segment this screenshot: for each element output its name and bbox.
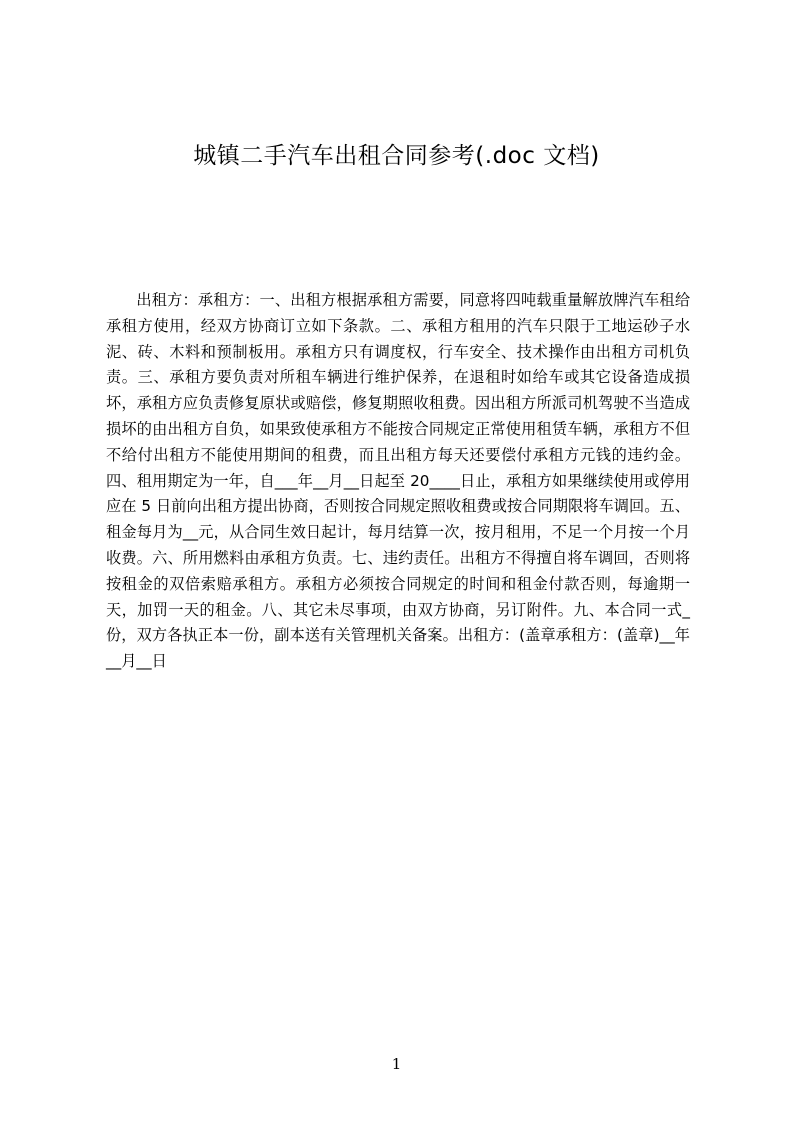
page-number: 1 bbox=[391, 1055, 402, 1073]
document-title: 城镇二手汽车出租合同参考(.doc 文档) bbox=[193, 143, 600, 169]
contract-body-text: 出租方：承租方：一、出租方根据承租方需要，同意将四吨载重量解放牌汽车租给承租方使用，经双方协商订立如下条款。二、承租方租用的汽车只限于工地运砂子水泥、砖、木料和预制板用。承租方只有调度权，行车安全、技术操作由出租方司机负责。三、承租方要负责对所租车辆进行维护保养，在退租时如给车或其它设备造成损坏，承租方应负责修复原状或赔偿，修复期照收租费。因出租方所派司机驾驶不当造成损坏的由出租方自负，如果致使承租方不能按合同规定正常使用租赁车辆，承租方不但不给付出租方不能使用期间的租费，而且出租方每天还要偿付承租方元钱的违约金。四、租用期定为一年，自___年__月__日起至 20____日止，承租方如果继续使用或停用应在 5 日前向出租方提出协商，否则按合同规定照收租费或按合同期限将车调回。五、租金每月为__元，从合同生效日起计，每月结算一次，按月租用，不足一个月按一个月收费。六、所用燃料由承租方负责。七、违约责任。出租方不得擅自将车调回，否则将按租金的双倍索赔承租方。承租方必须按合同规定的时间和租金付款否则，每逾期一天，加罚一天的租金。八、其它未尽事项，由双方协商，另订附件。九、本合同一式_份，双方各执正本一份，副本送有关管理机关备案。出租方：(盖章承租方：(盖章)__年__月__日 bbox=[106, 291, 690, 671]
